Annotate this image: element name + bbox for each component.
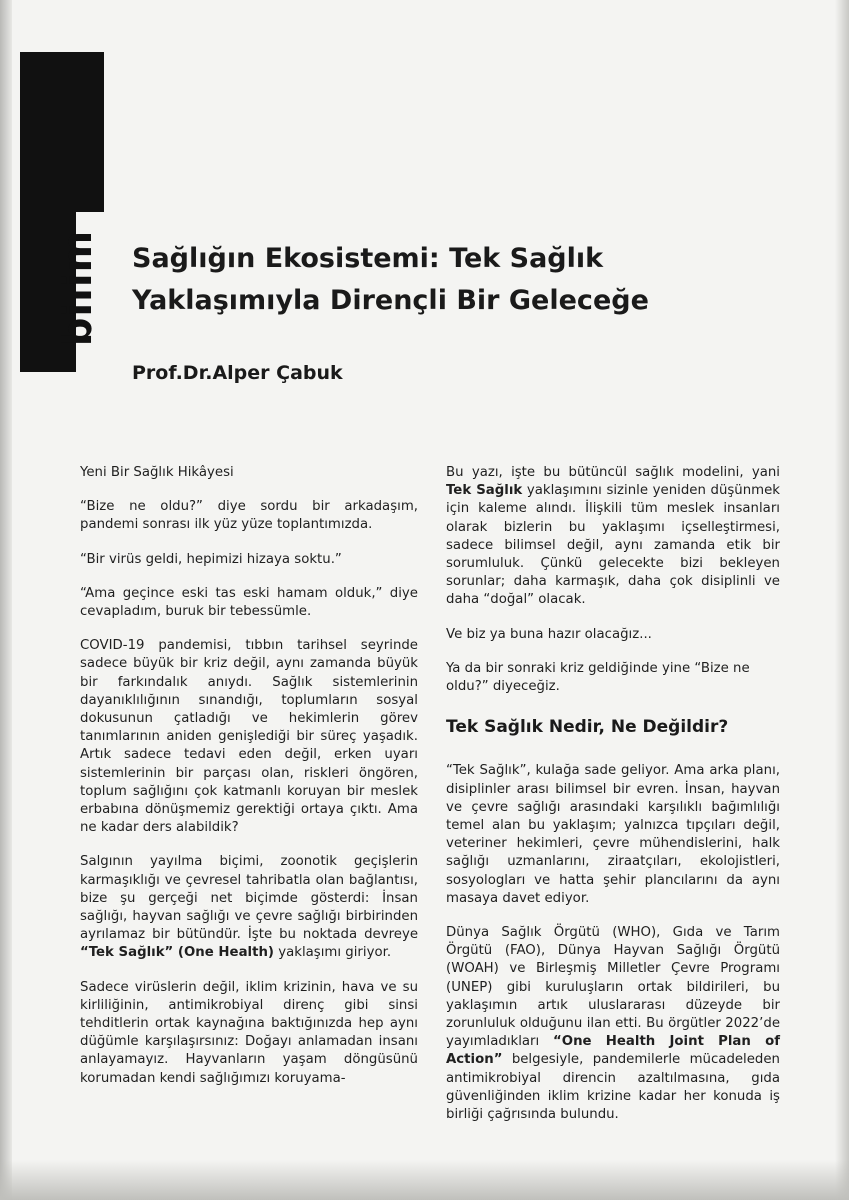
article-author: Prof.Dr.Alper Çabuk — [132, 362, 343, 384]
left-paragraph-3: “Ama geçince eski tas eski hamam olduk,” diye cevapladım, buruk bir tebessümle. — [80, 585, 418, 620]
page-edge-shadow-left — [0, 0, 12, 1200]
article-title-line-1: Sağlığın Ekosistemi: Tek Sağlık — [132, 243, 604, 274]
left-paragraph-2: “Bir virüs geldi, hepimizi hizaya soktu.” — [80, 551, 342, 567]
right-column — [446, 464, 780, 1140]
section-heading: Tek Sağlık Nedir, Ne Değildir? — [446, 717, 729, 738]
right-paragraph-5-bold: “One Health Joint Plan of Action” — [446, 1034, 781, 1068]
left-paragraph-5 — [80, 853, 418, 962]
right-paragraph-5-end: belgesiyle, pandemilerle mücadeleden antimikrobiyal direncin azaltılmasına, gıda güvenliğinden iklim krizine kadar her konuda iş birliği çağrısında bulundu. — [446, 1052, 780, 1123]
right-paragraph-2: Ve biz ya buna hazır olacağız... — [446, 626, 652, 642]
left-paragraph-4: COVID-19 pandemisi, tıbbın tarihsel seyrinde sadece büyük bir kriz değil, aynı zamanda büyük bir farkındalık anıydı. Sağlık sistemlerinin dayanıklılığının sınandığı, toplumların sosyal dokusunun çatladığı ve hekimlerin görev tanımlarının aniden genişlediği bir süreç yaşadık. Artık sadece tedavi eden değil, erken uyarı sistemlerinin bir parçası olan, riskleri öngören, toplum sağlığını çok katmanlı koruyan bir meslek erbabına dönüşmemiz gerektiği ortaya çıktı. Ama ne kadar ders alabildik? — [80, 638, 418, 836]
article-title — [132, 238, 772, 322]
page-edge-shadow-right — [835, 0, 849, 1200]
left-paragraph-5-text: Salgının yayılma biçimi, zoonotik geçişlerin karmaşıklığı ve çevresel tahribatla olan bağlantısı, bize şu gerçeği net biçimde gösterdi: İnsan sağlığı, hayvan sağlığı ve çevre sağlığı birbirinden ayrılamaz bir bütündür. İşte bu noktada devreye — [80, 854, 418, 943]
article-title-line-2: Yaklaşımıyla Dirençli Bir Geleceğe — [132, 285, 649, 316]
left-subheading: Yeni Bir Sağlık Hikâyesi — [80, 465, 234, 480]
section-label: bilim — [55, 229, 101, 347]
left-paragraph-5-bold: “Tek Sağlık” (One Health) — [80, 945, 274, 961]
right-paragraph-5-text: Dünya Sağlık Örgütü (WHO), Gıda ve Tarım Örgütü (FAO), Dünya Hayvan Sağlığı Örgütü (WOAH) ve Birleşmiş Milletler Çevre Programı (UNEP) gibi kuruluşların ortak bildirileri, bu yaklaşımın artık uluslararası düzeyde bir zorunluluk olduğunu ilan etti. Bu örgütler 2022’de yayımladıkları — [446, 925, 780, 1050]
right-paragraph-4: “Tek Sağlık”, kulağa sade geliyor. Ama arka planı, disiplinler arası bilimsel bir evren. İnsan, hayvan ve çevre sağlığı arasındaki karşılıklı bağımlılığı temel alan bu yaklaşım; yalnızca tıpçıları değil, veteriner hekimleri, çevre mühendislerini, halk sağlığı uzmanlarını, ziraatçıları, ekolojistleri, sosyologları ve hatta şehir plancılarını da aynı masaya davet ediyor. — [446, 763, 780, 906]
left-column — [80, 464, 418, 1104]
right-paragraph-3: Ya da bir sonraki kriz geldiğinde yine “Bize ne oldu?” diyeceğiz. — [446, 660, 750, 695]
right-paragraph-1-end: yaklaşımını sizinle yeniden düşünmek için kaleme alındı. İlişkili tüm meslek insanları olarak bizlerin bu yaklaşımı içselleştirmesi, sadece bilimsel değil, aynı zamanda etik bir sorumluluk. Çünkü gelecekte bizi bekleyen sorunlar; daha karmaşık, daha çok disiplinli ve daha “doğal” olacak. — [446, 483, 780, 608]
right-paragraph-1-bold: Tek Sağlık — [446, 483, 523, 499]
left-paragraph-1: “Bize ne oldu?” diye sordu bir arkadaşım, pandemi sonrası ilk yüz yüze toplantımızda. — [80, 499, 418, 533]
left-paragraph-5-end: yaklaşımı giriyor. — [274, 945, 392, 961]
left-paragraph-6: Sadece virüslerin değil, iklim krizinin, hava ve su kirliliğinin, antimikrobiyal direnç gibi sinsi tehditlerin ortak kaynağına baktığınızda hep aynı düğümle karşılaşırsınız: Doğayı anlamadan insanı anlayamayız. Hayvanların yaşam döngüsünü korumadan kendi sağlığımızı koruyama- — [80, 979, 418, 1086]
page-edge-shadow-bottom — [0, 1160, 849, 1200]
right-paragraph-5 — [446, 924, 780, 1124]
right-paragraph-1-text: Bu yazı, işte bu bütüncül sağlık modelini, yani — [446, 465, 780, 480]
right-paragraph-1 — [446, 464, 780, 610]
